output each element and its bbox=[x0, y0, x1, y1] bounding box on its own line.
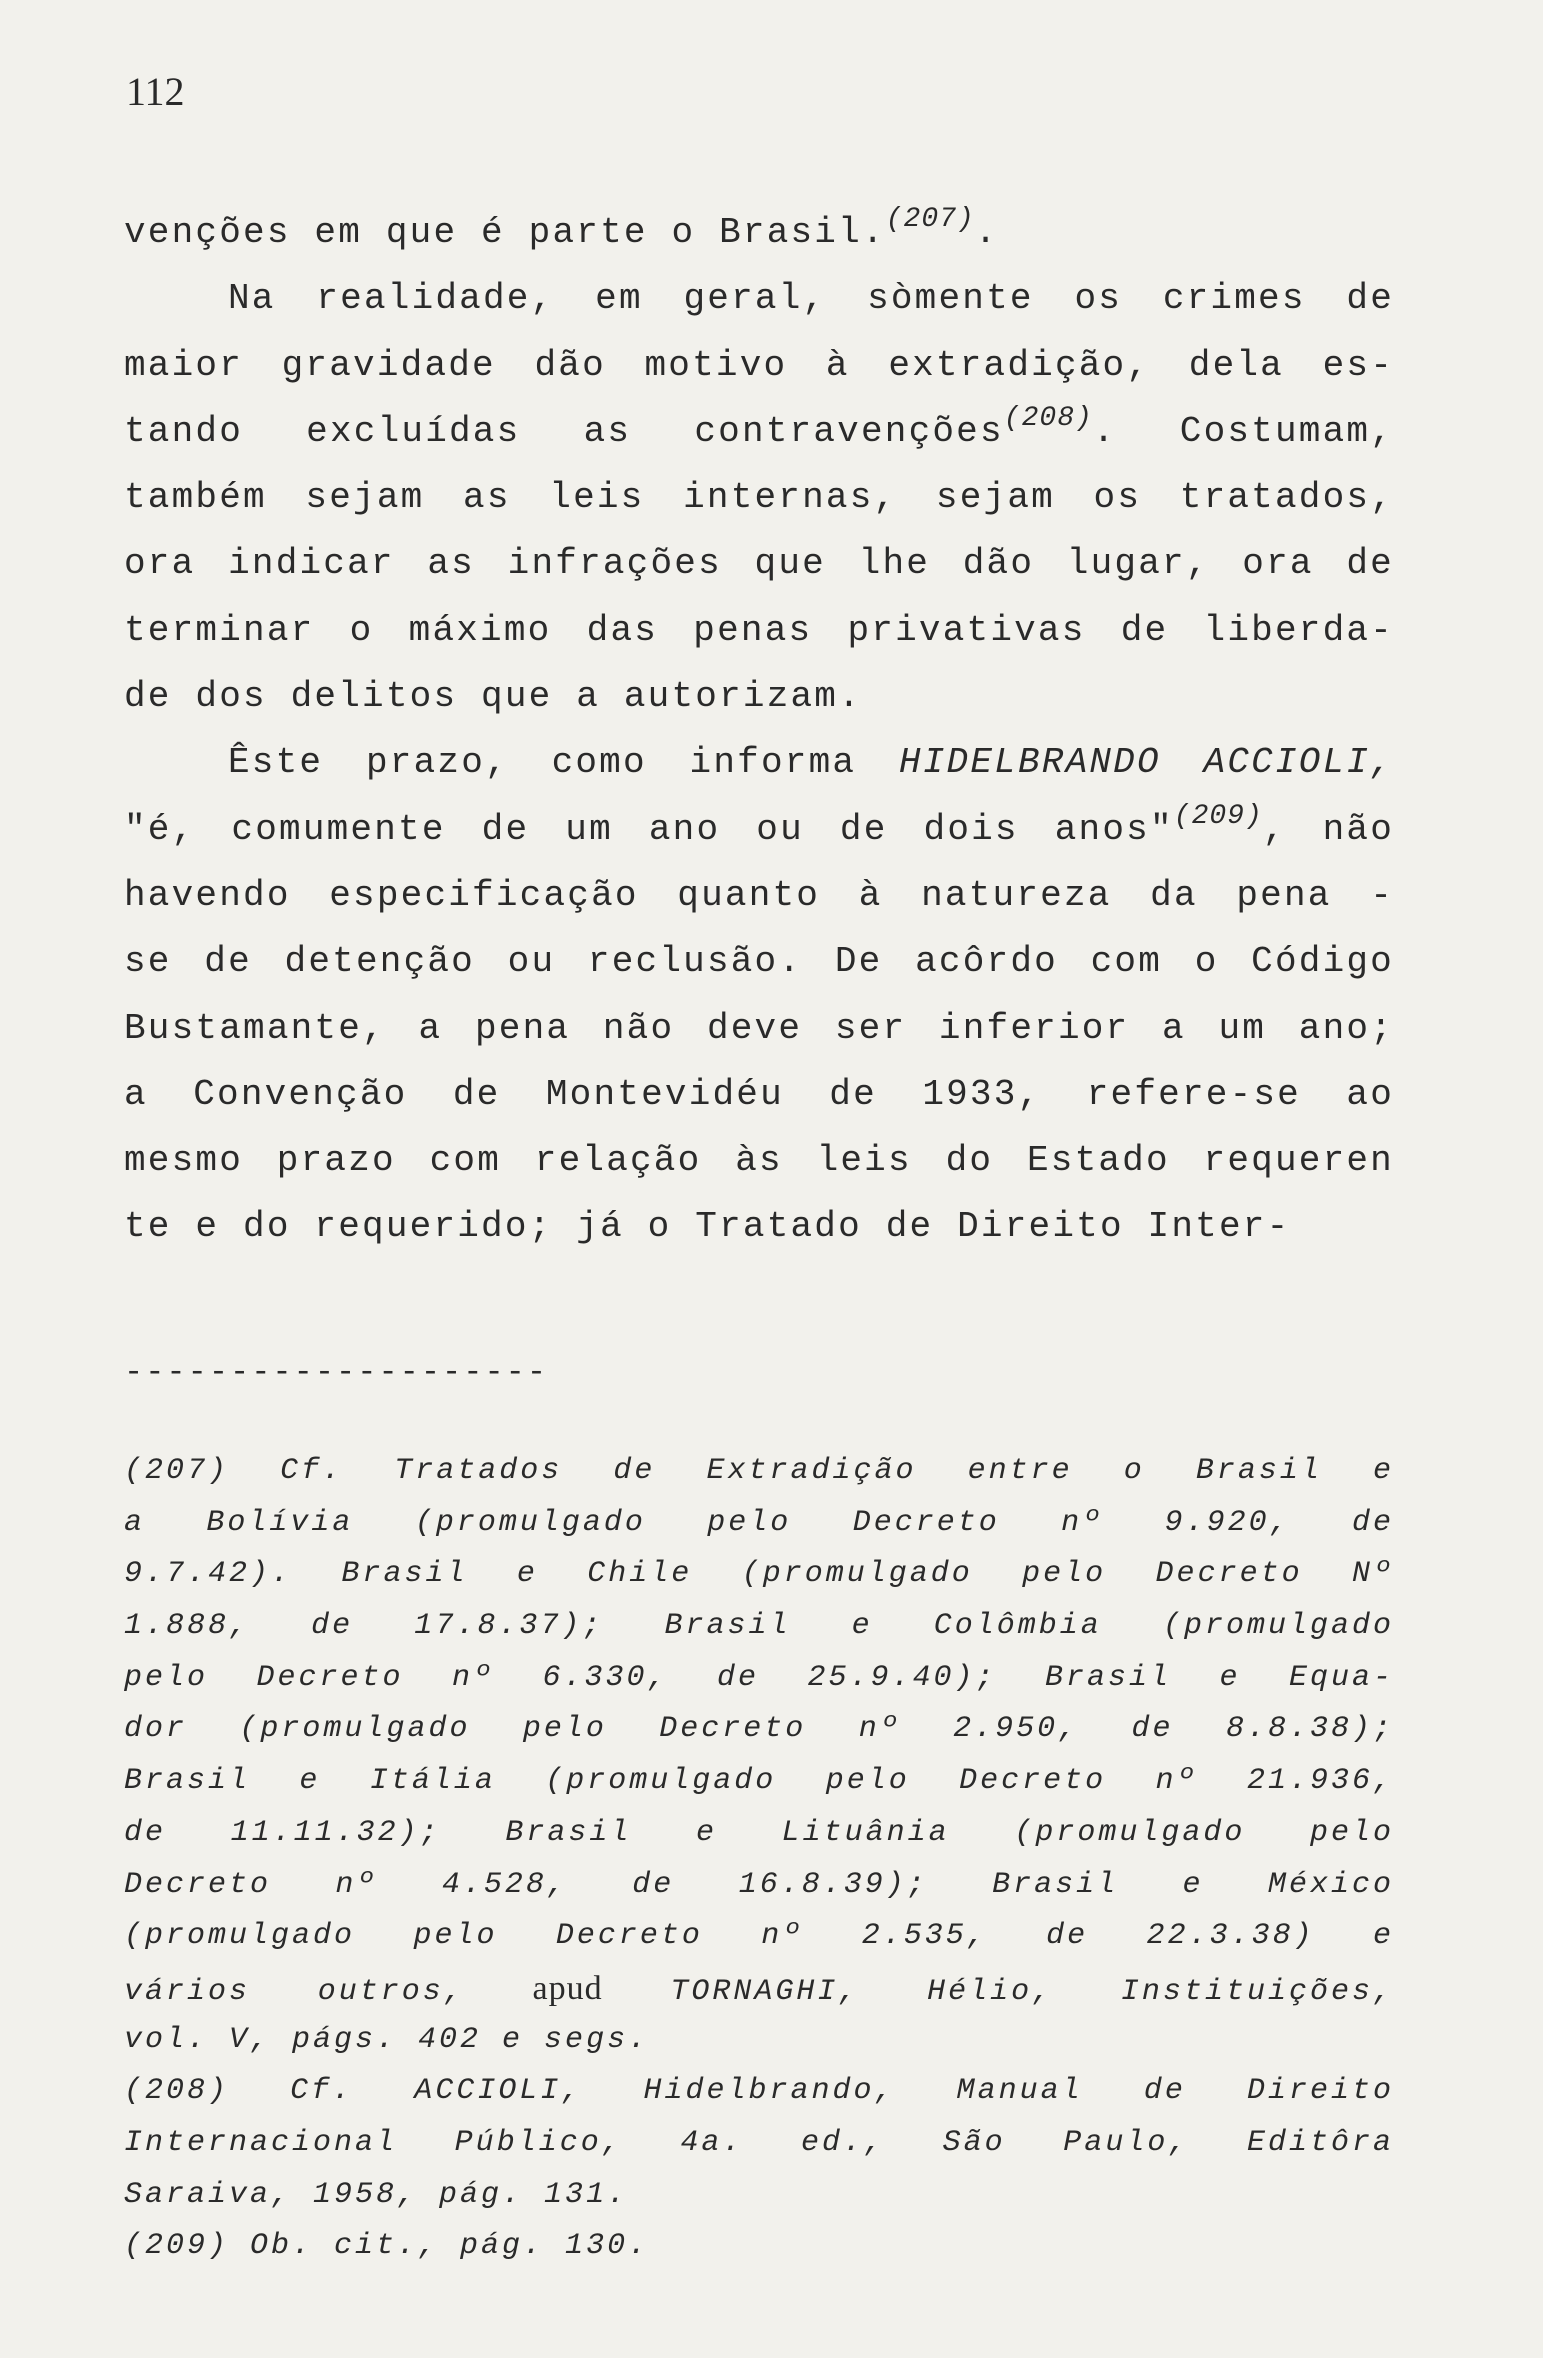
body-line: maior gravidade dão motivo à extradição, dela es- bbox=[124, 344, 1394, 386]
footnote-line: a Bolívia (promulgado pelo Decreto nº 9.920, de bbox=[124, 1505, 1394, 1540]
footnote-apud: apud bbox=[532, 1969, 603, 2007]
body-line: Bustamante, a pena não deve ser inferior a um ano; bbox=[124, 1007, 1394, 1049]
body-text bbox=[124, 200, 1394, 1261]
footnote-line: (promulgado pelo Decreto nº 2.535, de 22.3.38) e bbox=[124, 1919, 1394, 1954]
page-number: 112 bbox=[126, 69, 185, 114]
footnote-line: vários outros, apud TORNAGHI, Hélio, Instituições, bbox=[124, 1969, 1394, 2009]
footnote-line: (209) Ob. cit., pág. 130. bbox=[124, 2229, 650, 2264]
body-line: se de detenção ou reclusão. De acôrdo com o Código bbox=[124, 941, 1394, 983]
footnote-line: Decreto nº 4.528, de 16.8.39); Brasil e México bbox=[124, 1867, 1394, 1902]
footnote-line: vol. V, págs. 402 e segs. bbox=[124, 2022, 650, 2057]
body-line: também sejam as leis internas, sejam os tratados, bbox=[124, 477, 1394, 519]
body-line: mesmo prazo com relação às leis do Estado requeren bbox=[124, 1140, 1394, 1182]
footnote-line: (207) Cf. Tratados de Extradição entre o Brasil e bbox=[124, 1454, 1394, 1488]
footnote-line: Brasil e Itália (promulgado pelo Decreto nº 21.936, bbox=[124, 1764, 1394, 1799]
footnote-ref-207[interactable]: (207) bbox=[885, 204, 975, 235]
author-name: HIDELBRANDO ACCIOLI, bbox=[898, 742, 1394, 784]
body-line: "é, comumente de um ano ou de dois anos"$^{(209)}$, não bbox=[124, 800, 1395, 850]
footnote-line: Internacional Público, 4a. ed., São Paulo, Editôra bbox=[124, 2125, 1394, 2160]
footnote-line: 1.888, de 17.8.37); Brasil e Colômbia (promulgado bbox=[124, 1609, 1394, 1644]
body-line: terminar o máximo das penas privativas de liberda- bbox=[124, 609, 1394, 651]
footnote-line: pelo Decreto nº 6.330, de 25.9.40); Brasil e Equa- bbox=[124, 1660, 1394, 1695]
footnote-ref-209[interactable]: (209) bbox=[1173, 800, 1263, 832]
body-line: te e do requerido; já o Tratado de Direito Inter- bbox=[124, 1206, 1291, 1248]
body-line: venções em que é parte o Brasil.$^{(207)}$. bbox=[124, 204, 999, 253]
body-line: de dos delitos que a autorizam. bbox=[124, 676, 862, 718]
footnotes bbox=[124, 1446, 1394, 2273]
body-line: Êste prazo, como informa HIDELBRANDO ACCIOLI, bbox=[228, 742, 1394, 784]
footnote-line: 9.7.42). Brasil e Chile (promulgado pelo Decreto Nº bbox=[124, 1557, 1394, 1592]
body-line: a Convenção de Montevidéu de 1933, refere-se ao bbox=[124, 1073, 1394, 1115]
footnote-line: (208) Cf. ACCIOLI, Hidelbrando, Manual de Direito bbox=[124, 2074, 1394, 2109]
body-line: Na realidade, em geral, sòmente os crimes de bbox=[228, 278, 1394, 320]
body-line: ora indicar as infrações que lhe dão lugar, ora de bbox=[124, 543, 1394, 585]
footnote-line: Saraiva, 1958, pág. 131. bbox=[124, 2177, 629, 2212]
footnote-line: dor (promulgado pelo Decreto nº 2.950, de 8.8.38); bbox=[124, 1712, 1394, 1747]
footnote-separator: -------------------- bbox=[124, 1354, 549, 1391]
body-line: havendo especificação quanto à natureza da pena - bbox=[124, 874, 1394, 916]
body-line: tando excluídas as contravenções$^{(208)}$. Costumam, bbox=[124, 402, 1394, 452]
footnote-line: de 11.11.32); Brasil e Lituânia (promulgado pelo bbox=[124, 1815, 1394, 1850]
footnote-ref-208[interactable]: (208) bbox=[1003, 402, 1093, 434]
